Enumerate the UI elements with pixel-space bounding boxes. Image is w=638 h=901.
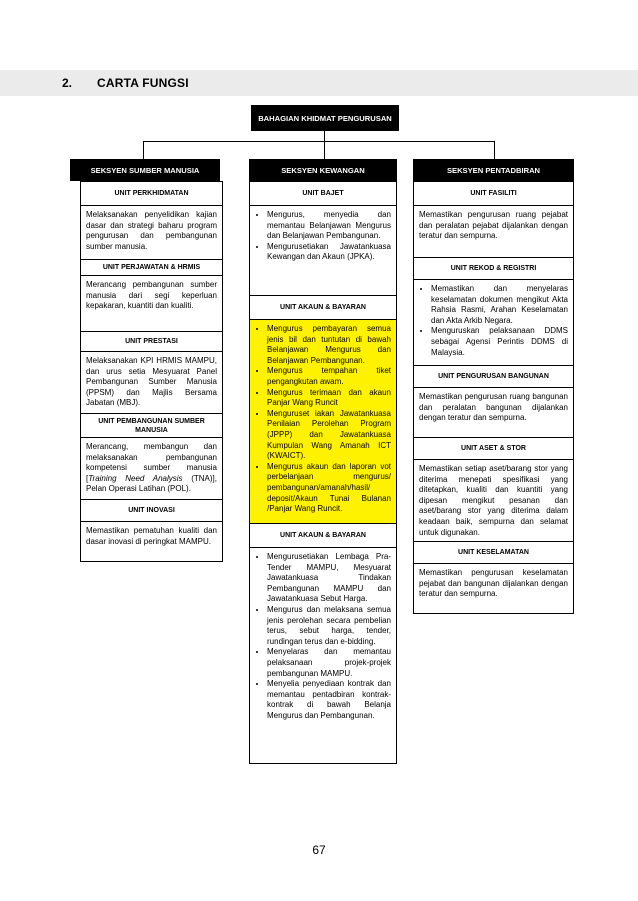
unit-description xyxy=(250,548,396,763)
unit-title: UNIT PRESTASI xyxy=(81,332,222,352)
unit-title: UNIT AKAUN & BAYARAN xyxy=(250,524,396,548)
section-title: CARTA FUNGSI xyxy=(97,76,189,90)
connector-right xyxy=(494,141,495,159)
column-kewangan xyxy=(249,181,397,764)
unit-title: UNIT INOVASI xyxy=(81,500,222,522)
unit-title: UNIT PENGURUSAN BANGUNAN xyxy=(414,366,573,388)
unit-description xyxy=(250,206,396,296)
unit-text: Merancang, membangun dan melaksanakan pembangunan kompetensi sumber manusia [ xyxy=(86,442,217,483)
unit-description: Memastikan pematuhan kualiti dan dasar inovasi di peringkat MAMPU. xyxy=(86,526,217,546)
bullet-item: • Memastikan dan menyelaras keselamatan dokumen mengikut Akta Rahsia Rasmi, Arahan Keselamatan dan Akta Arkib Negara. xyxy=(431,284,568,326)
unit-description: Melaksanakan KPI HRMIS MAMPU, dan urus setia Mesyuarat Panel Pembangunan Sumber Manusia (PPSM) dan Majlis Bersama Jabatan (MBJ). xyxy=(81,352,222,414)
unit-title: UNIT KESELAMATAN xyxy=(414,542,573,564)
unit-description: Memastikan pengurusan keselamatan pejabat dan bangunan dijalankan dengan teratur dan sempurna. xyxy=(419,568,568,599)
bullet-item: • Menyelaras dan memantau pelaksanaan projek-projek pembangunan MAMPU. xyxy=(267,647,391,679)
unit-title: UNIT AKAUN & BAYARAN xyxy=(250,296,396,320)
column-sumber-manusia xyxy=(80,181,223,562)
page-number: 67 xyxy=(312,843,326,857)
unit-description xyxy=(81,438,222,500)
bullet-item: • Mengurus, menyedia dan memantau Belanjawan Mengurus dan Belanjawan Pembangunan. xyxy=(267,210,391,242)
unit-title: UNIT PERKHIDMATAN xyxy=(81,182,222,206)
bullet-item: • Mengurus pembayaran semua jenis bil dan tuntutan di bawah Belanjawan Mengurus dan Belanjawan Pembangunan. xyxy=(267,324,391,366)
connector-horizontal xyxy=(143,141,494,142)
unit-text: (TNA)], Pelan Operasi Latihan (POL). xyxy=(86,473,218,494)
unit-description: Memastikan pengurusan ruang pejabat dan peralatan pejabat dijalankan dengan teratur dan sempurna. xyxy=(414,206,573,258)
connector-middle xyxy=(324,141,325,159)
unit-title: UNIT ASET & STOR xyxy=(414,438,573,460)
unit-description: Memastikan pengurusan ruang bangunan dan peralatan bangunan dijalankan dengan teratur dan sempurna. xyxy=(414,388,573,438)
unit-title: UNIT BAJET xyxy=(250,182,396,206)
unit-title: UNIT PERJAWATAN & HRMIS xyxy=(81,260,222,276)
section-header-pentadbiran: SEKSYEN PENTADBIRAN xyxy=(413,159,574,181)
bullet-item: • Mengurus tempahan tiket pengangkutan awam. xyxy=(267,366,391,387)
unit-title: UNIT FASILITI xyxy=(414,182,573,206)
top-division-box: BAHAGIAN KHIDMAT PENGURUSAN xyxy=(251,105,399,131)
column-pentadbiran xyxy=(413,181,574,614)
section-header-kewangan: SEKSYEN KEWANGAN xyxy=(249,159,397,181)
bullet-item: • Mengurusetiakan Lembaga Pra-Tender MAMPU, Mesyuarat Jawatankuasa Tindakan Pembangunan MAMPU dan Jawatankuasa Sebut Harga. xyxy=(267,552,391,605)
bullet-item: • Mengurusetiakan Jawatankuasa Kewangan dan Akaun (JPKA). xyxy=(267,242,391,263)
connector-left xyxy=(143,141,144,159)
unit-description xyxy=(414,280,573,366)
section-number: 2. xyxy=(62,76,73,90)
section-header-sumber-manusia: SEKSYEN SUMBER MANUSIA xyxy=(70,159,220,181)
unit-description: Memastikan setiap aset/barang stor yang diterima menepati spesifikasi yang ditetapkan, kualiti dan kuantiti yang dipesan mengikut pesanan dan aset/barang stor yang diterima dalam keadaan baik, sempurna dan selamat untuk digunakan. xyxy=(414,460,573,542)
bullet-item: • Mengurus dan melaksana semua jenis perolehan secara pembelian terus, sebut harga, tender, rundingan terus dan e-bidding. xyxy=(267,605,391,647)
bullet-item: • Menguruset iakan Jawatankuasa Penilaian Perolehan Program (JPPP) dan Jawatankuasa Kumpulan Wang Amanah ICT (KWAICT). xyxy=(267,409,391,462)
bullet-item: • Mengurus akaun dan laporan vot perbelanjaan mengurus/ pembangunan/amanah/hasil/ deposit/Akaun Tunai Bulanan /Panjar Wang Runcit. xyxy=(267,462,391,515)
unit-description-highlighted xyxy=(250,320,396,524)
unit-text-italic: Training Need Analysis xyxy=(88,473,183,483)
bullet-item: • Menguruskan pelaksanaan DDMS sebagai Agensi Perintis DDMS di Malaysia. xyxy=(431,326,568,358)
bullet-item: • Menyelia penyediaan kontrak dan memantau pentadbiran kontrak-kontrak di bawah Belanja Mengurus dan Pembangunan. xyxy=(267,679,391,721)
unit-title: UNIT PEMBANGUNAN SUMBER MANUSIA xyxy=(81,414,222,438)
section-heading-bar xyxy=(0,70,638,96)
bullet-item: • Mengurus terimaan dan akaun Panjar Wang Runcit xyxy=(267,388,391,409)
unit-title: UNIT REKOD & REGISTRI xyxy=(414,258,573,280)
unit-description: Merancang pembangunan sumber manusia dari segi keperluan kepakaran, kuantiti dan kualiti. xyxy=(81,276,222,332)
unit-description: Melaksanakan penyelidikan kajian dasar dan strategi baharu program pengurusan dan pembangunan sumber manusia. xyxy=(81,206,222,260)
